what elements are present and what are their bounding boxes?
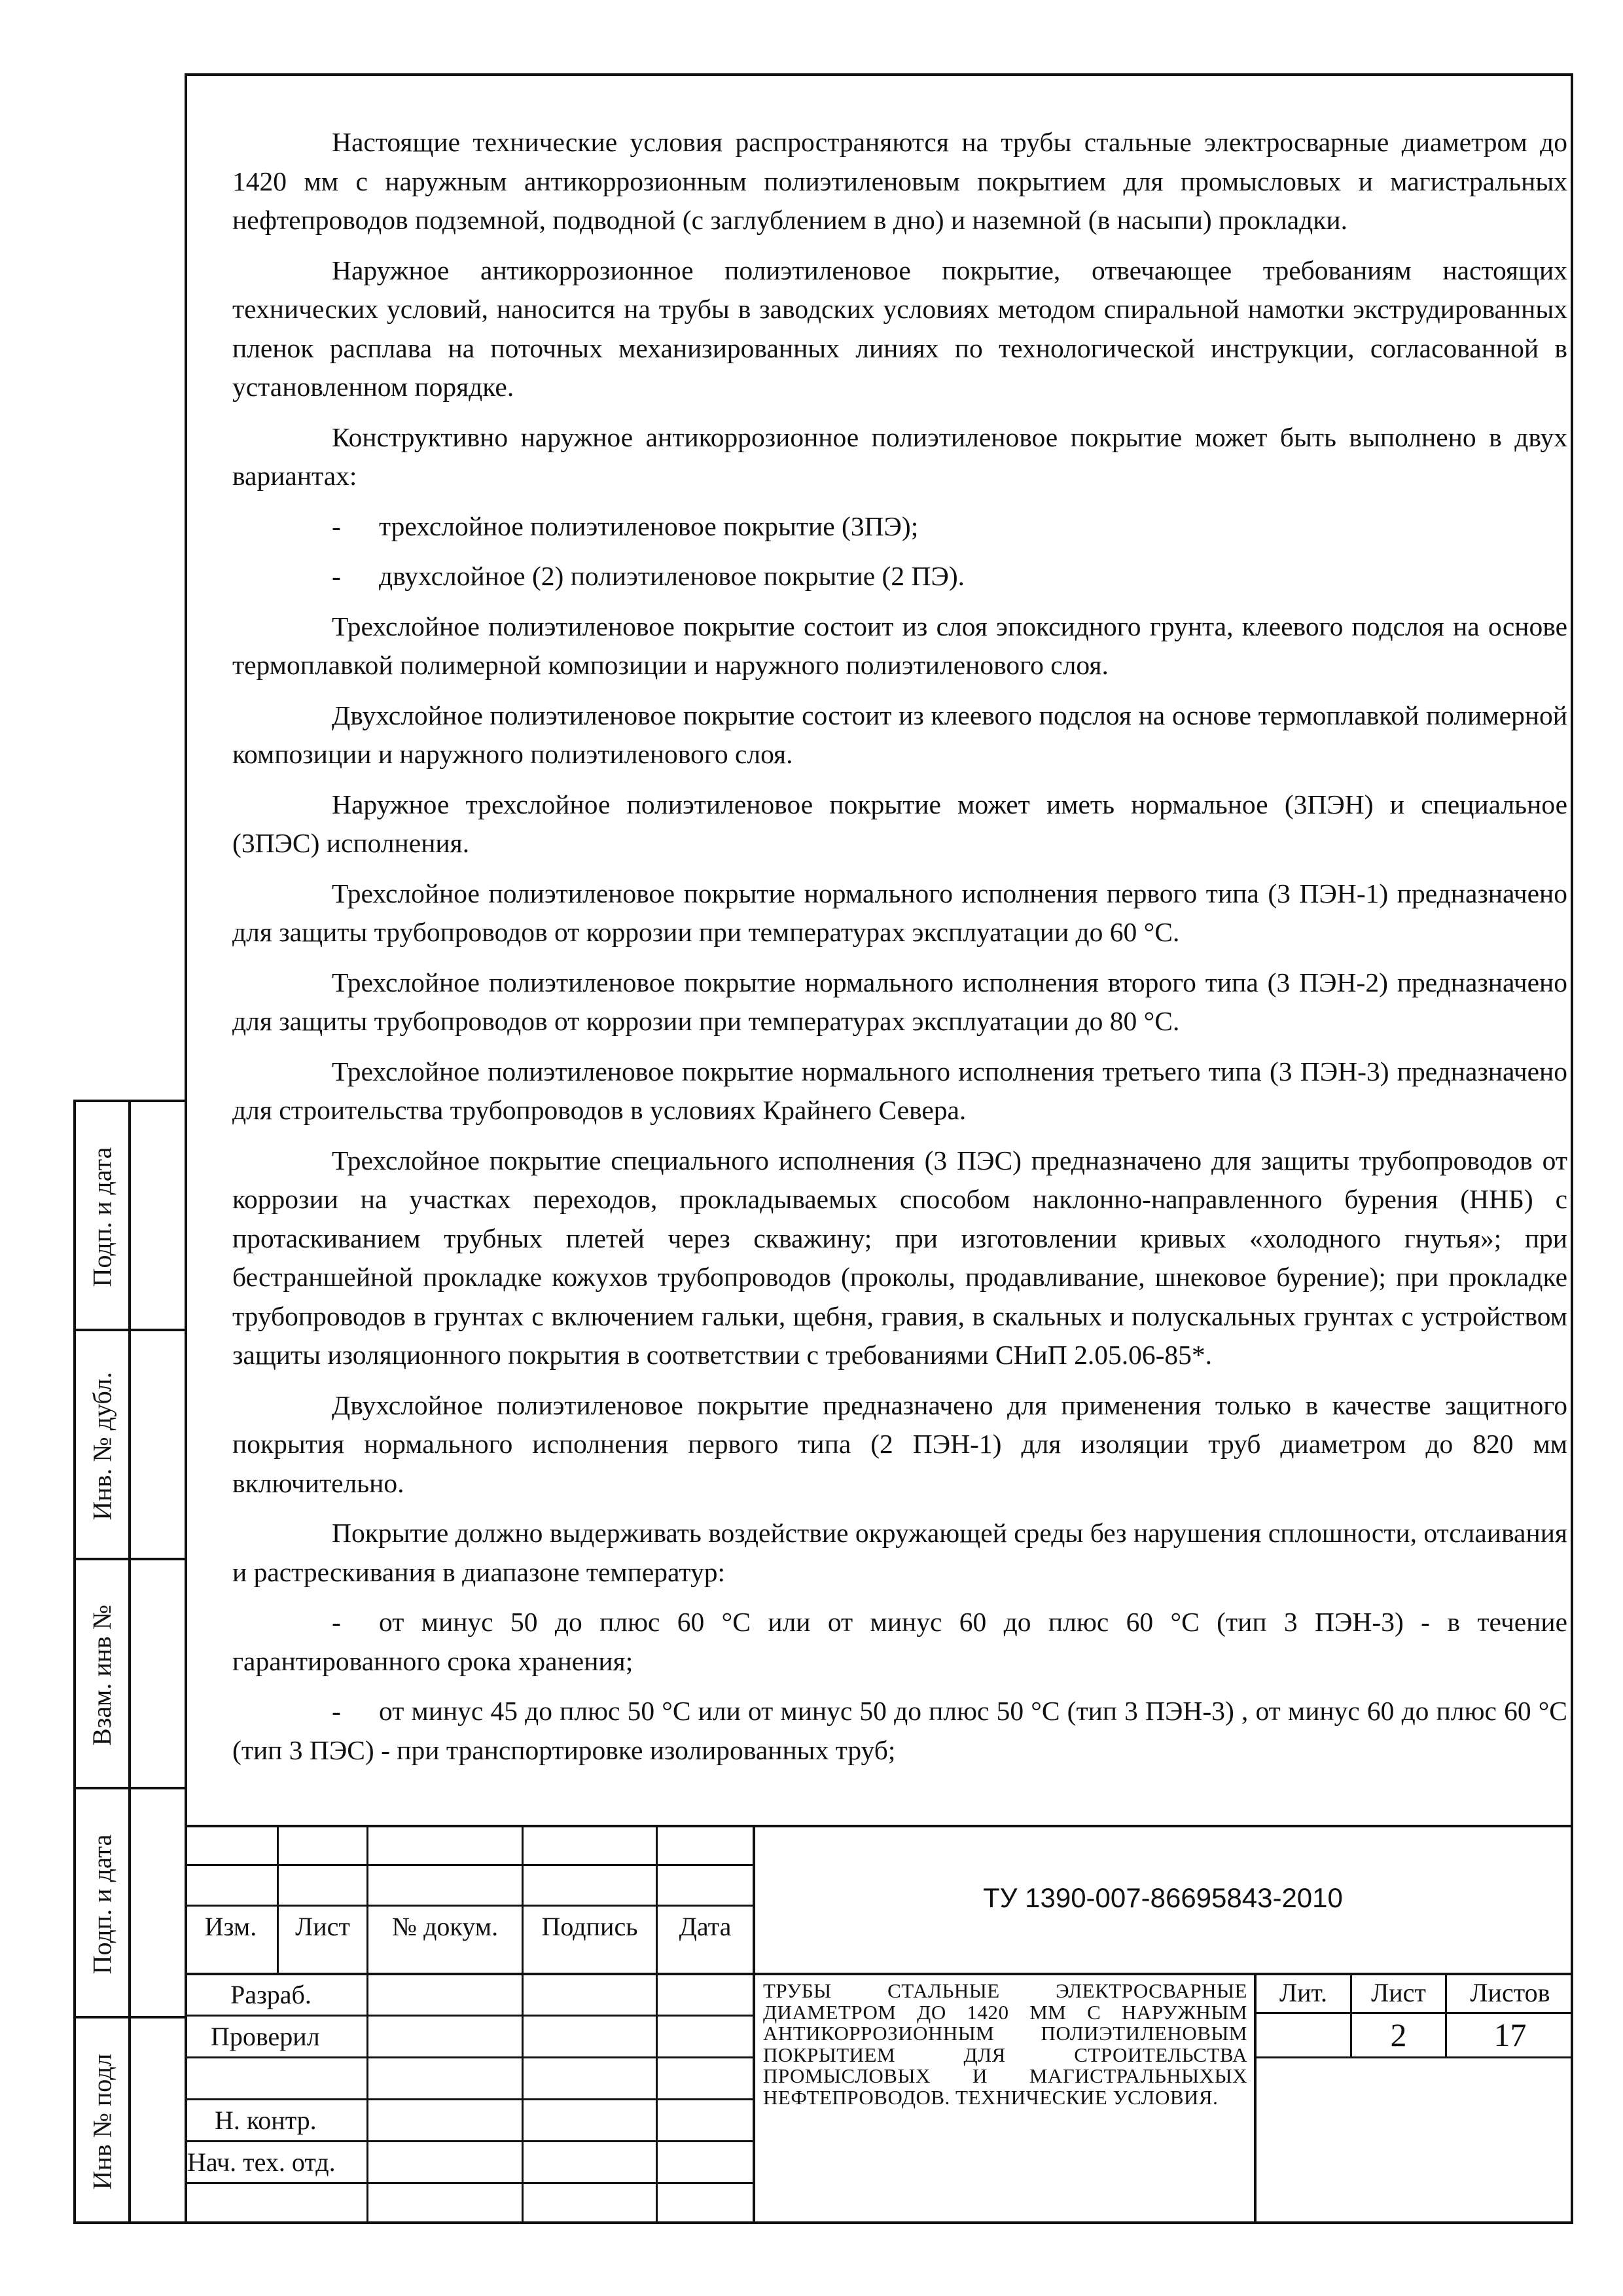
dash-marker: - <box>332 511 341 541</box>
razrab-label: Разраб. <box>230 1980 312 2009</box>
document-body <box>232 123 1567 1781</box>
side-label: Подп. и дата <box>87 1147 117 1287</box>
list-item <box>332 507 1567 547</box>
sheets-total: 17 <box>1493 2017 1527 2053</box>
temperature-item <box>232 1603 1567 1681</box>
document-title: ТРУБЫ СТАЛЬНЫЕ ЭЛЕКТРОСВАРНЫЕ ДИАМЕТРОМ ДО 1420 ММ С НАРУЖНЫМ АНТИКОРРОЗИОННЫМ ПОЛИЭТИЛЕНОВЫМ ПОКРЫТИЕМ ДЛЯ СТРОИТЕЛЬСТВА ПРОМЫСЛОВЫХ И МАГИСТРАЛЬНЫХЫХ НЕФТЕПРОВОДОВ. ТЕХНИЧЕСКИЕ УСЛОВИЯ. <box>763 1979 1247 2109</box>
temperature-item-text: от минус 45 до плюс 50 °С или от минус 50 до плюс 50 °С (тип 3 ПЭН-3) , от минус 60 до плюс 60 °С (тип 3 ПЭС) - при транспортировке изолированных труб; <box>232 1696 1567 1765</box>
dash-marker: - <box>332 1607 341 1637</box>
podpis-label: Подпись <box>541 1912 638 1941</box>
paragraph: Трехслойное покрытие специального исполнения (3 ПЭС) предназначено для защиты трубопроводов от коррозии на участках переходов, прокладываемых способом наклонно-направленного бурения (ННБ) с протаскиванием трубных плетей через скважину; при изготовлении кривых «холодного гнутья»; при бестраншейной прокладке кожухов трубопроводов (проколы, продавливание, шнековое бурение); при прокладке трубопроводов в грунтах с включением гальки, щебня, гравия, в скальных и полускальных грунтах с устройством защиты изоляционного покрытия в соответствии с требованиями СНиП 2.05.06-85*. <box>232 1145 1567 1370</box>
paragraph: Покрытие должно выдерживать воздействие окружающей среды без нарушения сплошности, отслаивания и растрескивания в диапазоне температур: <box>232 1518 1567 1587</box>
paragraph: Трехслойное полиэтиленовое покрытие нормального исполнения второго типа (3 ПЭН-2) предназначено для защиты трубопроводов от коррозии при температурах эксплуатации до 80 °С. <box>232 967 1567 1036</box>
proveril-label: Проверил <box>211 2022 320 2051</box>
izm-label: Изм. <box>204 1912 257 1941</box>
lit-label: Лит. <box>1279 1978 1327 2007</box>
nach-teh-label: Нач. тех. отд. <box>187 2147 336 2177</box>
paragraph: Двухслойное полиэтиленовое покрытие предназначено для применения только в качестве защитного покрытия нормального исполнения первого типа (2 ПЭН-1) для изоляции труб диаметром до 820 мм включительно. <box>232 1390 1567 1498</box>
list-item-text: двухслойное (2) полиэтиленовое покрытие (2 ПЭ). <box>379 561 965 591</box>
paragraph: Трехслойное полиэтиленовое покрытие состоит из слоя эпоксидного грунта, клеевого подслоя на основе термоплавкой полимерной композиции и наружного полиэтиленового слоя. <box>232 611 1567 680</box>
paragraph: Двухслойное полиэтиленовое покрытие состоит из клеевого подслоя на основе термоплавкой полимерной композиции и наружного полиэтиленового слоя. <box>232 700 1567 769</box>
temperature-item-text: от минус 50 до плюс 60 °С или от минус 60 до плюс 60 °С (тип 3 ПЭН-3) - в течение гарантированного срока хранения; <box>232 1607 1567 1676</box>
paragraph: Трехслойное полиэтиленовое покрытие нормального исполнения первого типа (3 ПЭН-1) предназначено для защиты трубопроводов от коррозии при температурах эксплуатации до 60 °С. <box>232 878 1567 947</box>
side-label: Взам. инв № <box>87 1604 117 1746</box>
paragraph: Наружное антикоррозионное полиэтиленовое покрытие, отвечающее требованиям настоящих технических условий, наносится на трубы в заводских условиях методом спиральной намотки экструдированных пленок расплава на поточных механизированных линиях по технологической инструкции, согласованной в установленном порядке. <box>232 255 1567 402</box>
list-item-text: трехслойное полиэтиленовое покрытие (3ПЭ); <box>379 511 919 541</box>
side-stamp <box>73 1100 185 2224</box>
temperature-item <box>232 1692 1567 1770</box>
side-cell-podp-data-1 <box>73 1100 185 1329</box>
sheet-number: 2 <box>1390 2017 1407 2053</box>
side-label: Инв. № дубл. <box>87 1371 117 1520</box>
side-label: Подп. и дата <box>87 1834 117 1974</box>
paragraph: Наружное трехслойное полиэтиленовое покрытие может иметь нормальное (3ПЭН) и специальное (3ПЭС) исполнения. <box>232 789 1567 858</box>
paragraph: Настоящие технические условия распространяются на трубы стальные электросварные диаметром до 1420 мм с наружным антикоррозионным полиэтиленовым покрытием для промысловых и магистральных нефтепроводов подземной, подводной (с заглублением в дно) и наземной (в насыпи) прокладки. <box>232 127 1567 235</box>
dash-marker: - <box>332 1696 341 1726</box>
dash-marker: - <box>332 561 341 591</box>
paragraph: Конструктивно наружное антикоррозионное полиэтиленовое покрытие может быть выполнено в двух вариантах: <box>232 422 1567 491</box>
sheets-label: Листов <box>1470 1978 1550 2007</box>
side-cell-vzam-inv <box>73 1558 185 1787</box>
side-cell-podp-data-2 <box>73 1787 185 2016</box>
paragraph: Трехслойное полиэтиленовое покрытие нормального исполнения третьего типа (3 ПЭН-3) предназначено для строительства трубопроводов в условиях Крайнего Севера. <box>232 1056 1567 1125</box>
n-dokum-label: № докум. <box>391 1912 499 1941</box>
side-cell-inv-dubl <box>73 1329 185 1558</box>
document-code: ТУ 1390-007-86695843-2010 <box>983 1882 1343 1913</box>
sheet-label: Лист <box>1371 1978 1426 2007</box>
list-item <box>332 557 1567 596</box>
n-kontr-label: Н. контр. <box>215 2106 317 2135</box>
side-cell-inv-podl <box>73 2016 185 2224</box>
data-label: Дата <box>679 1912 732 1941</box>
side-label: Инв № подл <box>87 2053 117 2189</box>
list-label: Лист <box>295 1912 350 1941</box>
